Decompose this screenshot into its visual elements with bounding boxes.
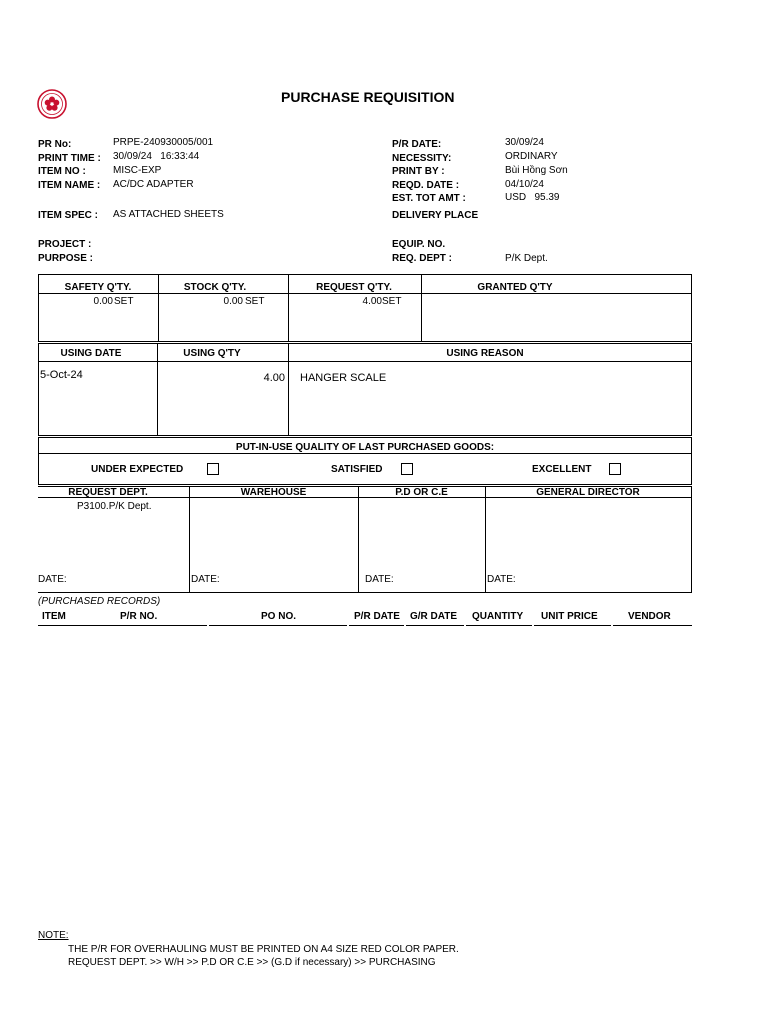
item-no-label: ITEM NO :: [38, 166, 86, 177]
request-dept-date-label: DATE:: [38, 574, 67, 585]
pr-no-value: PRPE-240930005/001: [113, 137, 214, 148]
item-name-value: AC/DC ADAPTER: [113, 179, 194, 190]
using-qty-value: 4.00: [263, 372, 285, 384]
pr-date-value: 30/09/24: [505, 137, 544, 148]
general-director-header: GENERAL DIRECTOR: [536, 487, 640, 498]
under-expected-label: UNDER EXPECTED: [91, 464, 184, 475]
records-title: (PURCHASED RECORDS): [38, 596, 161, 607]
reqd-date-label: REQD. DATE :: [392, 180, 460, 191]
req-dept-label: REQ. DEPT :: [392, 253, 453, 264]
records-col-po-no: PO NO.: [261, 611, 297, 622]
print-time-label: PRINT TIME :: [38, 153, 101, 164]
quality-title: PUT-IN-USE QUALITY OF LAST PURCHASED GOODS:: [235, 442, 495, 453]
est-tot-amt-value: USD 95.39: [505, 192, 560, 203]
excellent-label: EXCELLENT: [532, 464, 592, 475]
stock-qty-value: 0.00: [223, 296, 243, 307]
using-qty-header: USING Q'TY: [183, 348, 241, 359]
print-time-value: 30/09/24 16:33:44: [113, 151, 200, 162]
granted-qty-header: GRANTED Q'TY: [477, 282, 553, 293]
general-director-date-label: DATE:: [487, 574, 516, 585]
note-line-1: THE P/R FOR OVERHAULING MUST BE PRINTED ON A4 SIZE RED COLOR PAPER.: [68, 944, 459, 955]
request-qty-value: 4.00: [362, 296, 382, 307]
safety-qty-value: 0.00: [93, 296, 113, 307]
pr-date-label: P/R DATE:: [392, 139, 442, 150]
note-line-2: REQUEST DEPT. >> W/H >> P.D OR C.E >> (G.D if necessary) >> PURCHASING: [68, 957, 436, 968]
records-col-unit-price: UNIT PRICE: [541, 611, 598, 622]
item-spec-label: ITEM SPEC :: [38, 210, 99, 221]
records-col-pr-no: P/R NO.: [120, 611, 158, 622]
note-label: NOTE:: [38, 930, 69, 941]
pd-ce-date-label: DATE:: [365, 574, 394, 585]
satisfied-label: SATISFIED: [331, 464, 383, 475]
stock-qty-header: STOCK Q'TY.: [183, 282, 247, 293]
pd-ce-header: P.D OR C.E: [395, 487, 448, 498]
using-date-header: USING DATE: [60, 348, 122, 359]
records-col-quantity: QUANTITY: [472, 611, 524, 622]
satisfied-checkbox[interactable]: [401, 463, 413, 475]
necessity-value: ORDINARY: [505, 151, 558, 162]
safety-qty-unit: SET: [114, 296, 134, 307]
request-dept-value: P3100.P/K Dept.: [77, 501, 152, 512]
request-dept-header: REQUEST DEPT.: [68, 487, 148, 498]
request-qty-header: REQUEST Q'TY.: [316, 282, 392, 293]
est-tot-amt-label: EST. TOT AMT :: [392, 193, 466, 204]
excellent-checkbox[interactable]: [609, 463, 621, 475]
records-col-gr-date: G/R DATE: [410, 611, 458, 622]
equip-no-label: EQUIP. NO.: [392, 239, 446, 250]
purpose-label: PURPOSE :: [38, 253, 94, 264]
warehouse-header: WAREHOUSE: [240, 487, 307, 498]
safety-qty-header: SAFETY Q'TY.: [64, 282, 132, 293]
using-reason-value: HANGER SCALE: [300, 372, 387, 384]
records-col-vendor: VENDOR: [628, 611, 671, 622]
print-by-label: PRINT BY :: [392, 166, 445, 177]
pr-no-label: PR No:: [38, 139, 72, 150]
records-col-item: ITEM: [42, 611, 66, 622]
records-col-pr-date: P/R DATE: [354, 611, 400, 622]
item-spec-value: AS ATTACHED SHEETS: [113, 209, 224, 220]
print-by-value: Bùi Hồng Sơn: [505, 165, 568, 176]
delivery-place-label: DELIVERY PLACE: [392, 210, 479, 221]
under-expected-checkbox[interactable]: [207, 463, 219, 475]
warehouse-date-label: DATE:: [191, 574, 220, 585]
reqd-date-value: 04/10/24: [505, 179, 544, 190]
necessity-label: NECESSITY:: [392, 153, 452, 164]
using-date-value: 5-Oct-24: [40, 369, 83, 381]
stock-qty-unit: SET: [245, 296, 265, 307]
project-label: PROJECT :: [38, 239, 92, 250]
item-name-label: ITEM NAME :: [38, 180, 101, 191]
item-no-value: MISC-EXP: [113, 165, 162, 176]
req-dept-value: P/K Dept.: [505, 253, 548, 264]
request-qty-unit: SET: [382, 296, 402, 307]
using-reason-header: USING REASON: [446, 348, 524, 359]
company-seal-icon: [37, 89, 67, 119]
page-title: PURCHASE REQUISITION: [281, 89, 455, 105]
